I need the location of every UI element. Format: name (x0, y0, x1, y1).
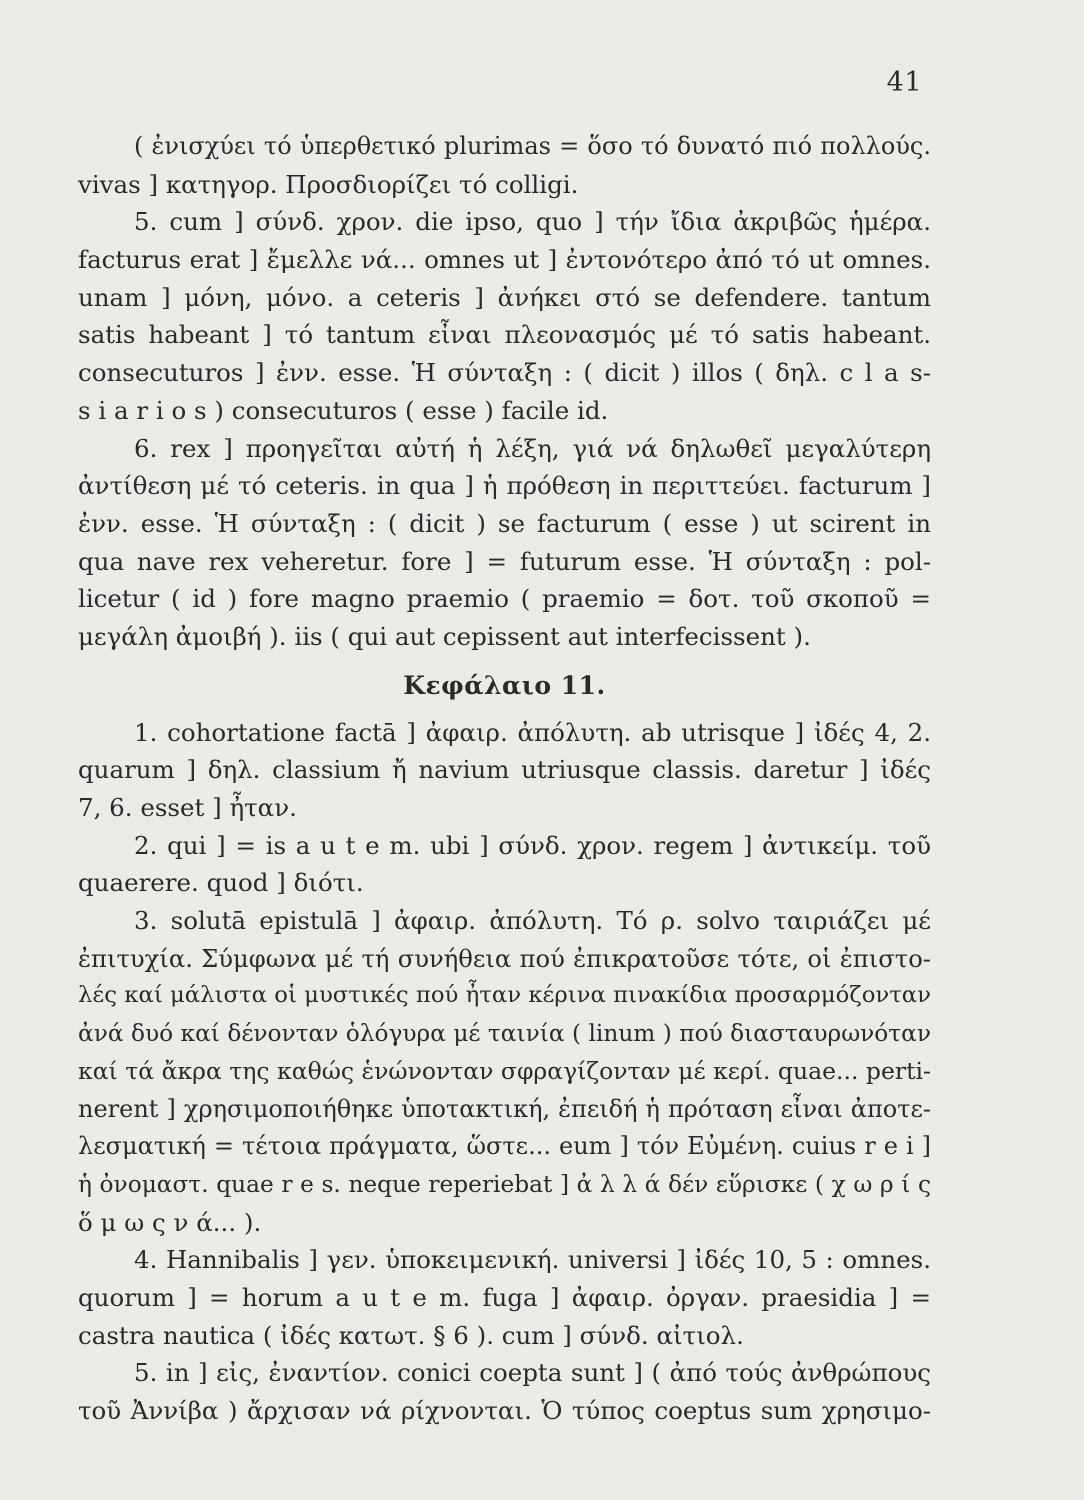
text-line: unam ] μόνη, μόνο. a ceteris ] ἀνήκει στό se defendere. tantum (78, 282, 931, 312)
text-line: 1. cohortatione factā ] ἀφαιρ. ἀπόλυτη. ab utrisque ] ἰδές 4, 2. (134, 717, 931, 747)
text-line: ἡ ὀνομαστ. quae r e s. neque reperiebat ] ἀ λ λ ά δέν εὕρισκε ( χ ω ρ ί ς (78, 1170, 931, 1198)
text-line: λεσματική = τέτοια πράγματα, ὥστε... eum ] τόν Εὐμένη. cuius r e i ] (78, 1132, 931, 1161)
text-line: τοῦ Ἀννίβα ) ἄρχισαν νά ρίχνονται. Ὁ τύπος coeptus sum χρησιμο- (78, 1396, 931, 1425)
text-line: 5. cum ] σύνδ. χρον. die ipso, quo ] τήν ἴδια ἀκριβῶς ἡμέρα. (134, 207, 931, 237)
page-number: 41 (886, 67, 922, 98)
text-line: quorum ] = horum a u t e m. fuga ] ἀφαιρ. ὀργαν. praesidia ] = (78, 1282, 931, 1312)
text-line: ἐπιτυχία. Σύμφωνα μέ τή συνήθεια πού ἐπικρατοῦσε τότε, οἱ ἐπιστο- (78, 943, 931, 973)
text-line: licetur ( id ) fore magno praemio ( praemio = δοτ. τοῦ σκοποῦ = (78, 584, 931, 614)
text-line: ὅ μ ω ς ν ά... ). (78, 1207, 262, 1237)
text-line: 5. in ] εἰς, ἐναντίον. conici coepta sunt ] ( ἀπό τούς ἀνθρώπους (134, 1358, 931, 1388)
text-line: castra nautica ( ἰδές κατωτ. § 6 ). cum ] σύνδ. αἰτιολ. (78, 1320, 744, 1350)
text-line: satis habeant ] τό tantum εἶναι πλεονασμός μέ τό satis habeant. (78, 320, 931, 350)
text-line: 2. qui ] = is a u t e m. ubi ] σύνδ. χρον. regem ] ἀντικείμ. τοῦ (134, 830, 931, 860)
text-line: consecuturos ] ἐνν. esse. Ἡ σύνταξη : ( dicit ) illos ( δηλ. c l a s- (78, 358, 931, 388)
text-line: vivas ] κατηγορ. Προσδιορίζει τό colligi. (78, 169, 579, 199)
text-line: μεγάλη ἀμοιβή ). iis ( qui aut cepissent aut interfecissent ). (78, 621, 811, 651)
commentary-text (78, 128, 931, 1430)
text-line: quarum ] δηλ. classium ἤ navium utriusque classis. daretur ] ἰδές (78, 755, 931, 785)
text-line: nerent ] χρησιμοποιήθηκε ὑποτακτική, ἐπειδή ἡ πρόταση εἶναι ἀποτε- (78, 1094, 931, 1123)
text-line: qua nave rex veheretur. fore ] = futurum esse. Ἡ σύνταξη : pol- (78, 546, 931, 576)
text-line: ἀντίθεση μέ τό ceteris. in qua ] ἡ πρόθεση in περιττεύει. facturum ] (78, 471, 931, 501)
text-line: λές καί μάλιστα οἱ μυστικές πού ἦταν κέρινα πινακίδια προσαρμόζονταν (78, 982, 931, 1009)
text-line: quaerere. quod ] διότι. (78, 868, 364, 898)
text-line: 4. Hannibalis ] γεν. ὑποκειμενική. universi ] ἰδές 10, 5 : omnes. (134, 1245, 931, 1275)
text-line: 3. solutā epistulā ] ἀφαιρ. ἀπόλυτη. Τό ρ. solvo ταιριάζει μέ (134, 906, 931, 936)
text-line: καί τά ἄκρα της καθώς ἑνώνονταν σφραγίζονταν μέ κερί. quae... perti- (78, 1056, 931, 1085)
text-line: ( ἐνισχύει τό ὑπερθετικό plurimas = ὅσο τό δυνατό πιό πολλούς. (134, 132, 931, 160)
text-line: 7, 6. esset ] ἦταν. (78, 793, 297, 822)
text-line: ἀνά δυό καί δένονταν ὁλόγυρα μέ ταινία ( linum ) πού διασταυρωνόταν (78, 1020, 931, 1048)
text-line: s i a r i o s ) consecuturos ( esse ) facile id. (78, 395, 609, 425)
text-line: ἐνν. esse. Ἡ σύνταξη : ( dicit ) se facturum ( esse ) ut scirent in (78, 508, 931, 538)
chapter-heading: Κεφάλαιο 11. (403, 670, 606, 700)
text-line: 6. rex ] προηγεῖται αὐτή ἡ λέξη, γιά νά δηλωθεῖ μεγαλύτερη (134, 433, 931, 463)
text-line: facturus erat ] ἔμελλε νά... omnes ut ] ἐντονότερο ἀπό τό ut omnes. (78, 245, 931, 275)
